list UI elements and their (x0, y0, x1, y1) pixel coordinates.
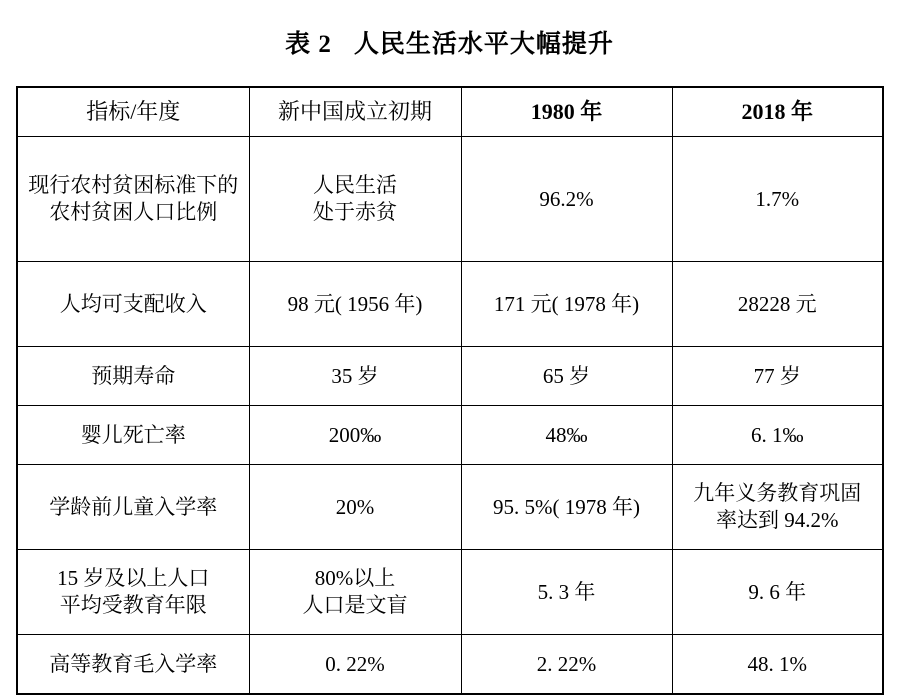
row-value-early: 0. 22% (249, 635, 461, 695)
table-body (17, 137, 883, 695)
table-container (16, 86, 882, 695)
table-header (17, 87, 883, 137)
row-value-early: 80%以上 人口是文盲 (249, 550, 461, 635)
row-indicator: 现行农村贫困标准下的农村贫困人口比例 (17, 137, 249, 262)
row-indicator: 15 岁及以上人口 平均受教育年限 (17, 550, 249, 635)
row-value-1980: 5. 3 年 (461, 550, 672, 635)
row-value-1980: 171 元( 1978 年) (461, 262, 672, 347)
living-standards-table (16, 86, 884, 695)
column-header-indicator: 指标/年度 (17, 87, 249, 137)
row-value-early: 20% (249, 465, 461, 550)
row-value-1980: 96.2% (461, 137, 672, 262)
row-indicator: 人均可支配收入 (17, 262, 249, 347)
row-value-early: 200‰ (249, 406, 461, 465)
table-row (17, 137, 883, 262)
table-row (17, 550, 883, 635)
row-value-2018: 77 岁 (672, 347, 883, 406)
title-text: 人民生活水平大幅提升 (353, 31, 614, 58)
row-value-2018: 1.7% (672, 137, 883, 262)
column-header-1980: 1980 年 (461, 87, 672, 137)
column-header-2018: 2018 年 (672, 87, 883, 137)
row-indicator: 预期寿命 (17, 347, 249, 406)
table-row (17, 262, 883, 347)
table-header-row (17, 87, 883, 137)
row-value-early: 35 岁 (249, 347, 461, 406)
row-value-2018: 6. 1‰ (672, 406, 883, 465)
title-prefix: 表 2 (285, 31, 332, 58)
row-value-2018: 9. 6 年 (672, 550, 883, 635)
row-value-1980: 48‰ (461, 406, 672, 465)
table-row (17, 347, 883, 406)
row-value-1980: 2. 22% (461, 635, 672, 695)
row-indicator: 婴儿死亡率 (17, 406, 249, 465)
row-indicator: 高等教育毛入学率 (17, 635, 249, 695)
page-title (0, 0, 899, 82)
row-value-early: 人民生活 处于赤贫 (249, 137, 461, 262)
table-row (17, 635, 883, 695)
row-value-2018: 28228 元 (672, 262, 883, 347)
table-row (17, 465, 883, 550)
row-value-1980: 65 岁 (461, 347, 672, 406)
table-row (17, 406, 883, 465)
row-value-early: 98 元( 1956 年) (249, 262, 461, 347)
column-header-early-prc: 新中国成立初期 (249, 87, 461, 137)
row-value-2018: 48. 1% (672, 635, 883, 695)
row-indicator: 学龄前儿童入学率 (17, 465, 249, 550)
row-value-1980: 95. 5%( 1978 年) (461, 465, 672, 550)
row-value-2018: 九年义务教育巩固 率达到 94.2% (672, 465, 883, 550)
